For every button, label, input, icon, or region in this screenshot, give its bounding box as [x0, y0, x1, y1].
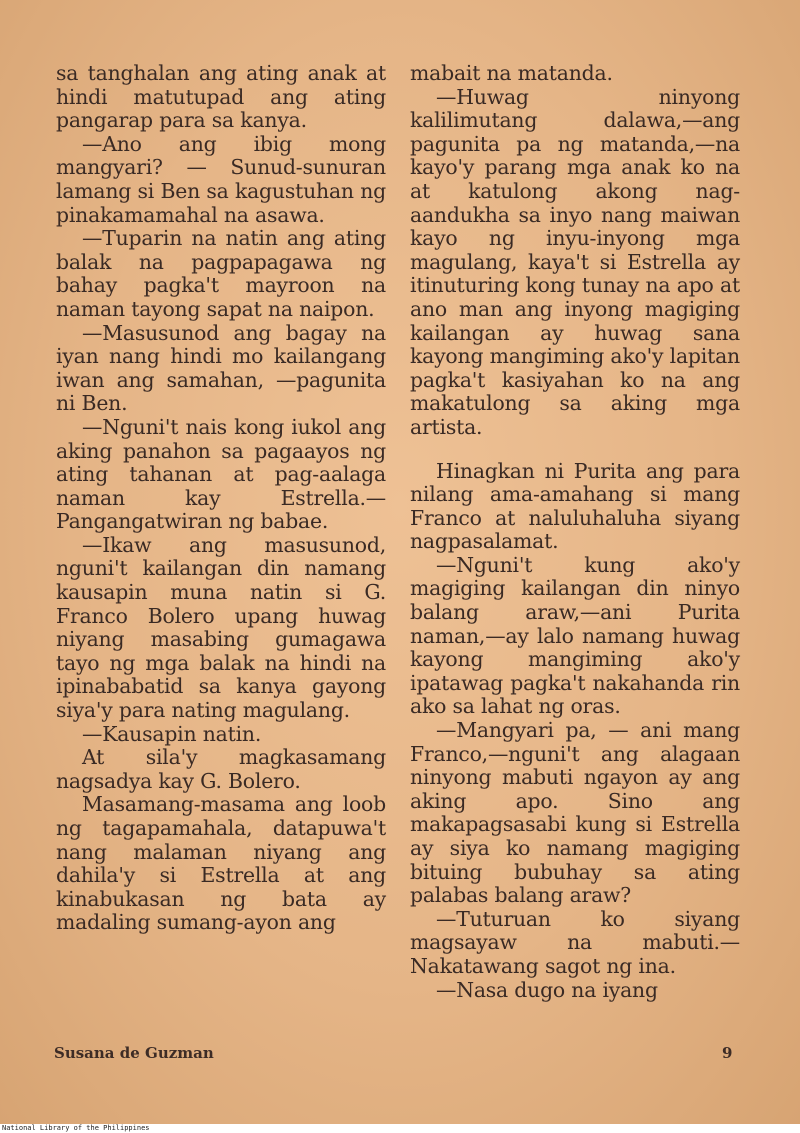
- paragraph: Hinagkan ni Purita ang para nilang ama-amahang si mang Franco at naluluhaluha siyang nagpasalamat.: [410, 458, 740, 554]
- paragraph: —Nguni't nais kong iukol ang aking panahon sa pagaayos ng ating tahanan at pag-aalaga naman kay Estrella.—Pangangatwiran ng babae.: [56, 414, 386, 534]
- paragraph: mabait na matanda.: [410, 61, 613, 85]
- paragraph: —Nguni't kung ako'y magiging kailangan din ninyo balang araw,—ani Purita naman,—ay lalo namang huwag kayong mangiming ako'y ipatawag pagka't nakahanda rin ako sa lahat ng oras.: [410, 552, 740, 719]
- paragraph: sa tanghalan ang ating anak at hindi matutupad ang ating pangarap para sa kanya.: [56, 61, 386, 133]
- paragraph: —Tuparin na natin ang ating balak na pagpapagawa ng bahay pagka't mayroon na naman tayong sapat na naipon.: [56, 226, 386, 321]
- library-credit-strip: [0, 1124, 800, 1133]
- paragraph: At sila'y magkasamang nagsadya kay G. Bolero.: [56, 745, 386, 793]
- page-number: 9: [722, 1044, 733, 1062]
- paragraph: —Mangyari pa, — ani mang Franco,—nguni't ang alagaan ninyong mabuti ngayon ay ang aking apo. Sino ang makapagsasabi kung si Estrella ay siya ko namang magiging bituing bubuhay sa ating palabas balang araw?: [410, 718, 740, 908]
- paragraph: Masamang-masama ang loob ng tagapamahala, datapuwa't nang malaman niyang ang dahila'y si Estrella at ang kinabukasan ng bata ay madaling sumang-ayon ang: [56, 792, 386, 935]
- paragraph: —Nasa dugo na iyang: [436, 977, 658, 1002]
- right-column: [410, 62, 740, 1002]
- footer-author: Susana de Guzman: [54, 1044, 214, 1062]
- paragraph: —Masusunod ang bagay na iyan nang hindi mo kailangang iwan ang samahan, —pagunita ni Ben.: [56, 320, 386, 416]
- paragraph: —Kausapin natin.: [82, 721, 262, 746]
- left-column: [56, 62, 386, 935]
- paragraph: —Huwag ninyong kalilimutang dalawa,—ang pagunita pa ng matanda,—na kayo'y parang mga anak ko na at katulong akong nag-aandukha sa inyo nang maiwan kayo ng inyu-inyong mga magulang, kaya't si Estrella ay itinuturing kong tunay na apo at ano man ang inyong magiging kailangan ay huwag sana kayong mangiming ako'y lapitan pagka't kasiyahan ko na ang makatulong sa aking mga artista.: [410, 84, 740, 439]
- library-credit: National Library of the Philippines: [2, 1124, 150, 1132]
- paragraph: —Tuturuan ko siyang magsayaw na mabuti.—Nakatawang sagot ng ina.: [410, 906, 740, 978]
- paragraph: —Ano ang ibig mong mangyari? — Sunud-sunuran lamang si Ben sa kagustuhan ng pinakamamahal na asawa.: [56, 131, 386, 227]
- paragraph: —Ikaw ang masusunod, nguni't kailangan din namang kausapin muna natin si G. Franco Bolero upang huwag niyang masabing gumagawa tayo ng mga balak na hindi na ipinababatid sa kanya gayong siya'y para nating magulang.: [56, 532, 386, 723]
